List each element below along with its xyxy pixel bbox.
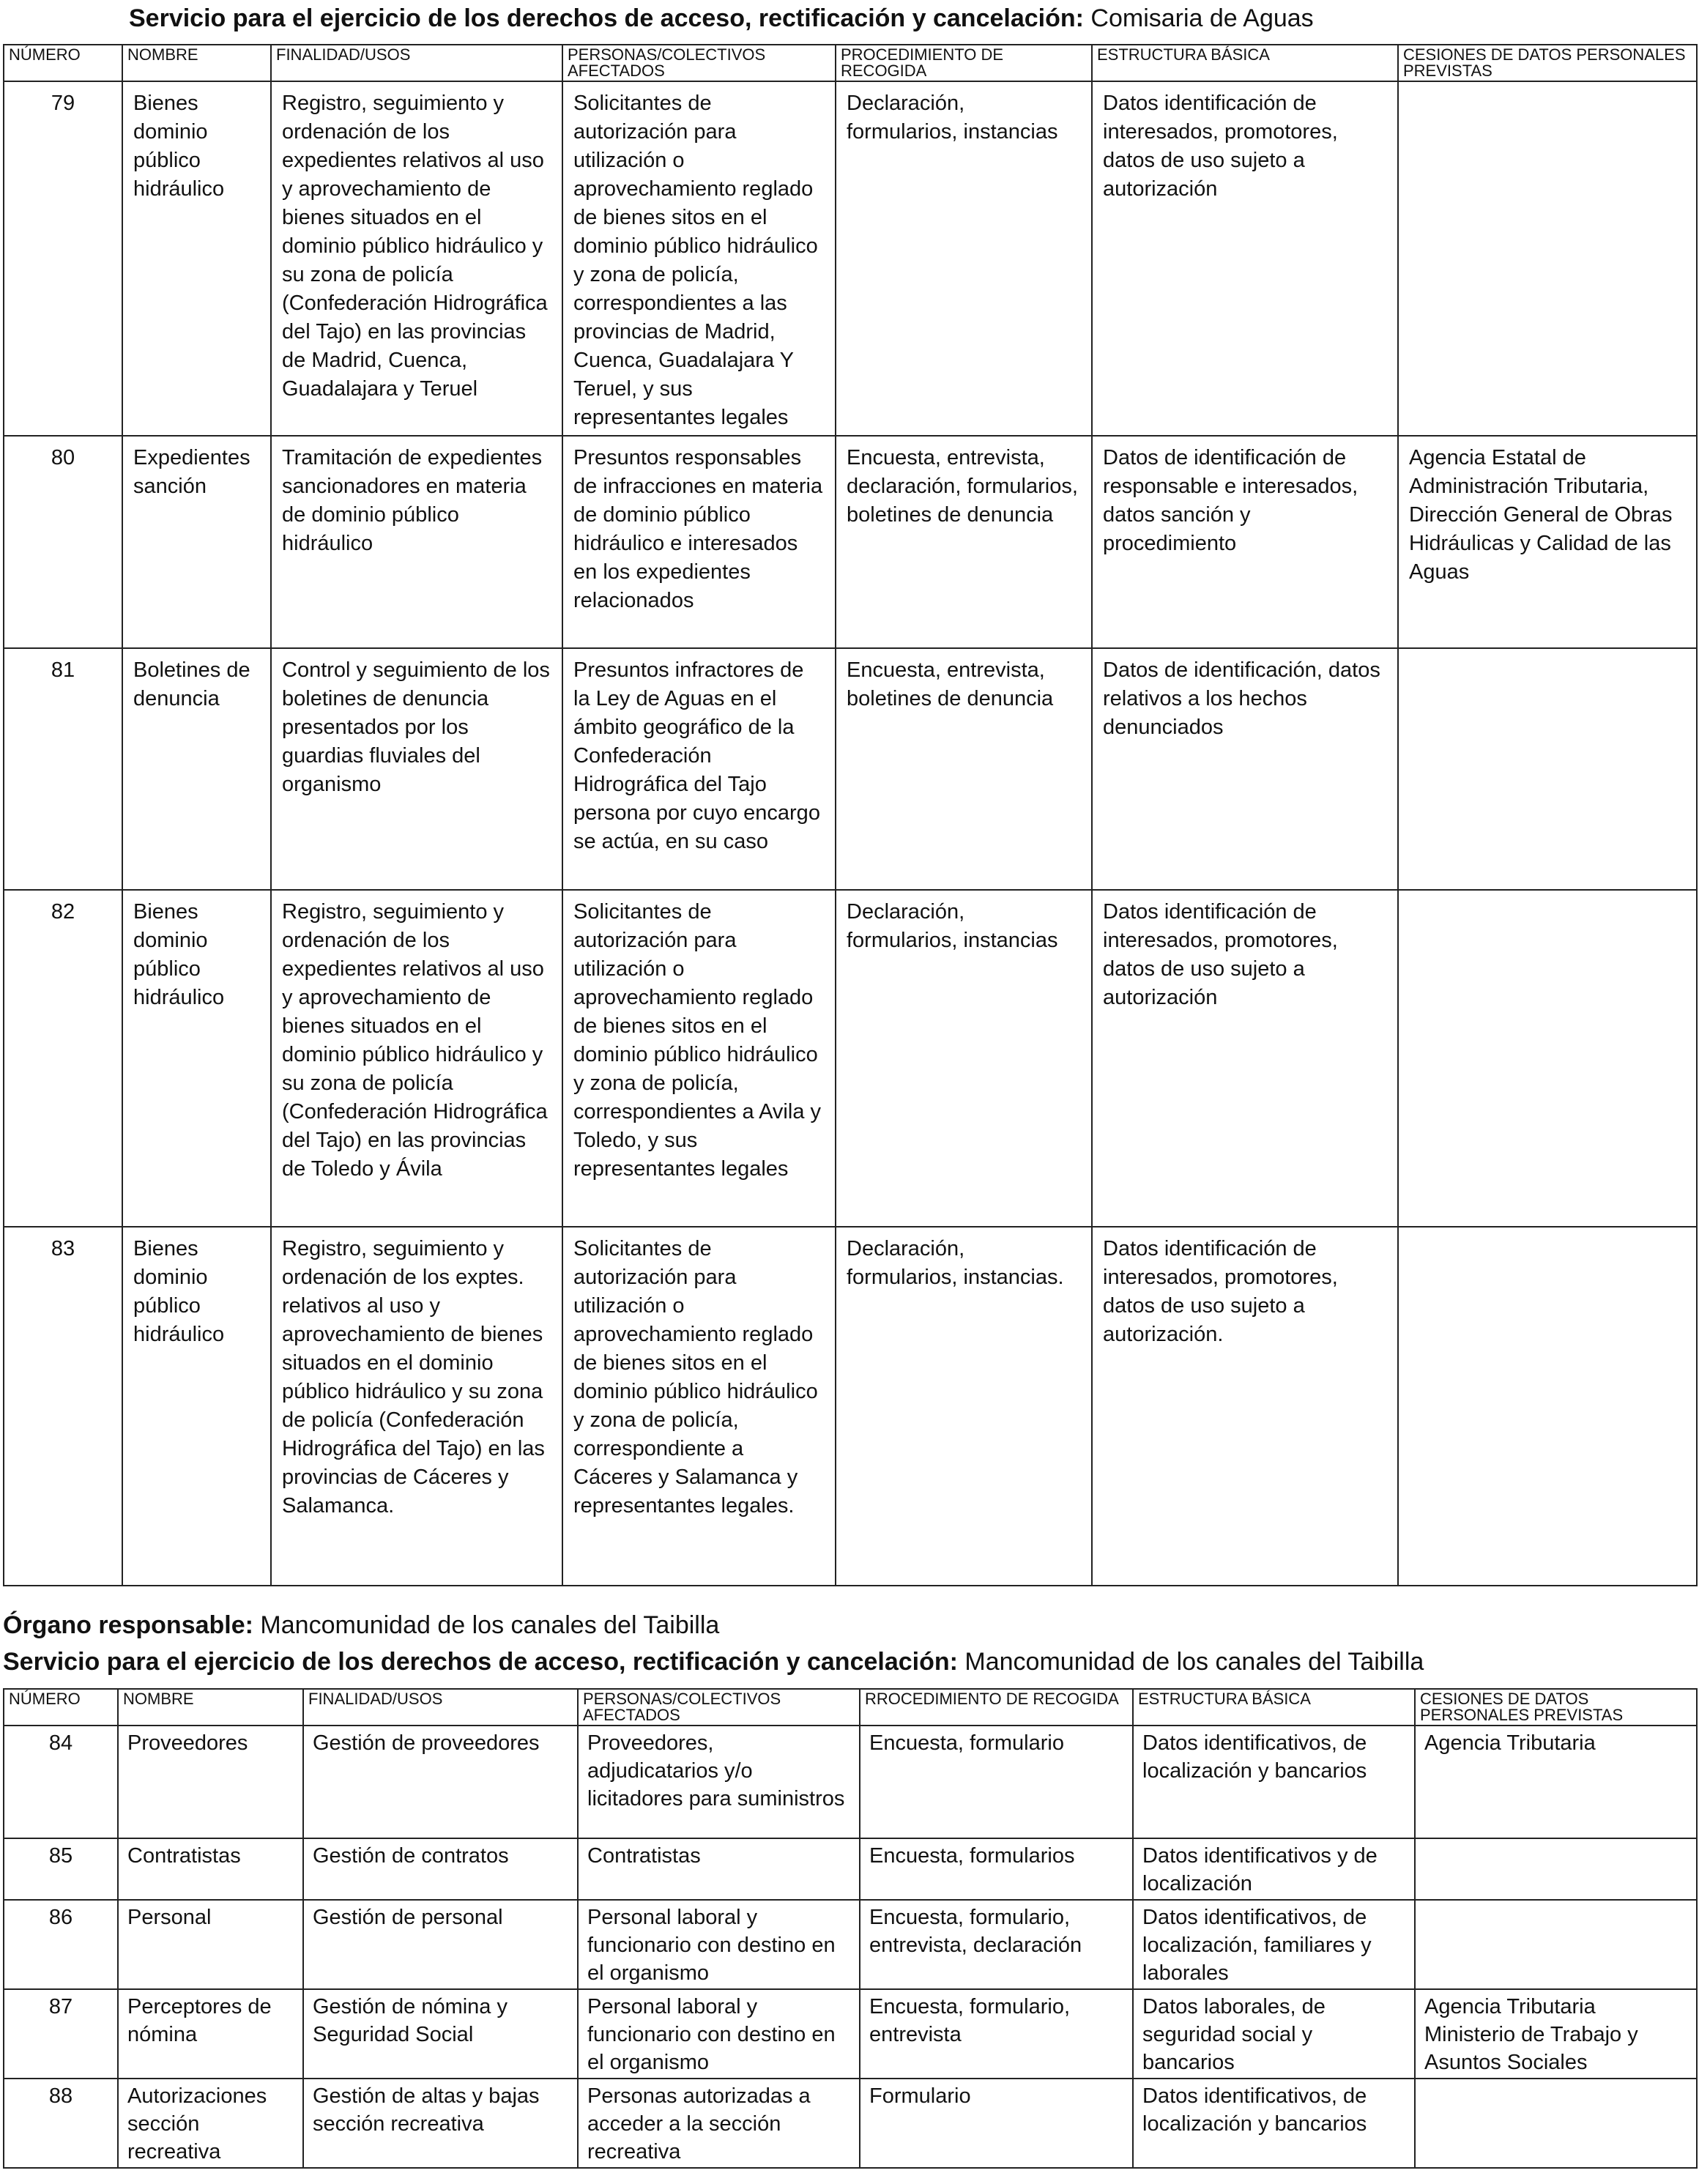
section2-service-value: Mancomunidad de los canales del Taibilla — [964, 1648, 1424, 1676]
cell-procedimiento: Encuesta, entrevista, declaración, formularios, boletines de denuncia — [836, 436, 1092, 648]
cell-procedimiento: Encuesta, formulario — [860, 1726, 1133, 1838]
cell-estructura: Datos de identificación de responsable e interesados, datos sanción y procedimiento — [1092, 436, 1398, 648]
cell-personas: Proveedores, adjudicatarios y/o licitadores para suministros — [578, 1726, 860, 1838]
col-header-personas: PERSONAS/COLECTIVOS AFECTADOS — [562, 45, 836, 81]
cell-personas: Personal laboral y funcionario con destino en el organismo — [578, 1900, 860, 1989]
cell-numero: 82 — [4, 890, 122, 1227]
cell-nombre: Personal — [118, 1900, 303, 1989]
cell-personas: Contratistas — [578, 1838, 860, 1900]
cell-numero: 86 — [4, 1900, 118, 1989]
col-header-finalidad: FINALIDAD/USOS — [271, 45, 562, 81]
cell-nombre: Bienes dominio público hidráulico — [122, 1227, 271, 1586]
cell-finalidad: Registro, seguimiento y ordenación de los expedientes relativos al uso y aprovechamiento de bienes situados en el dominio público hidráulico y su zona de policía (Confederación Hidrográfica del Tajo) en las provincias de Toledo y Ávila — [271, 890, 562, 1227]
section2-organ-value: Mancomunidad de los canales del Taibilla — [260, 1611, 720, 1639]
cell-numero: 81 — [4, 648, 122, 890]
cell-procedimiento: Encuesta, formulario, entrevista — [860, 1989, 1133, 2079]
table-row — [4, 1989, 1697, 2079]
cell-procedimiento: Encuesta, formularios — [860, 1838, 1133, 1900]
table-row — [4, 1227, 1697, 1586]
cell-nombre: Bienes dominio público hidráulico — [122, 890, 271, 1227]
cell-cesiones: Agencia Tributaria — [1415, 1726, 1697, 1838]
col-header-numero: NÚMERO — [4, 45, 122, 81]
table-header-row — [4, 1689, 1697, 1726]
cell-cesiones — [1415, 1900, 1697, 1989]
col-header-numero: NÚMERO — [4, 1689, 118, 1726]
col-header-cesiones: CESIONES DE DATOS PERSONALES PREVISTAS — [1398, 45, 1697, 81]
cell-numero: 88 — [4, 2079, 118, 2168]
cell-nombre: Bienes dominio público hidráulico — [122, 81, 271, 436]
cell-procedimiento: Formulario — [860, 2079, 1133, 2168]
cell-procedimiento: Declaración, formularios, instancias — [836, 81, 1092, 436]
table-row — [4, 1838, 1697, 1900]
col-header-personas: PERSONAS/COLECTIVOS AFECTADOS — [578, 1689, 860, 1726]
cell-finalidad: Control y seguimiento de los boletines de denuncia presentados por los guardias fluviales del organismo — [271, 648, 562, 890]
section2-organ-label: Órgano responsable: — [3, 1611, 253, 1639]
cell-estructura: Datos identificación de interesados, promotores, datos de uso sujeto a autorización. — [1092, 1227, 1398, 1586]
cell-nombre: Autorizaciones sección recreativa — [118, 2079, 303, 2168]
taibilla-files-table — [3, 1688, 1698, 2169]
col-header-cesiones: CESIONES DE DATOS PERSONALES PREVISTAS — [1415, 1689, 1697, 1726]
cell-personas: Presuntos responsables de infracciones en materia de dominio público hidráulico e interesados en los expedientes relacionados — [562, 436, 836, 648]
cell-estructura: Datos laborales, de seguridad social y bancarios — [1133, 1989, 1415, 2079]
cell-finalidad: Gestión de contratos — [303, 1838, 578, 1900]
cell-cesiones — [1398, 81, 1697, 436]
cell-estructura: Datos identificativos y de localización — [1133, 1838, 1415, 1900]
section2-organ-heading — [3, 1611, 1699, 1640]
cell-nombre: Expedientes sanción — [122, 436, 271, 648]
cell-nombre: Perceptores de nómina — [118, 1989, 303, 2079]
cell-numero: 83 — [4, 1227, 122, 1586]
section1-service-heading — [129, 4, 1699, 33]
col-header-procedimiento: RROCEDIMIENTO DE RECOGIDA — [860, 1689, 1133, 1726]
section2-service-heading — [3, 1648, 1699, 1676]
cell-numero: 79 — [4, 81, 122, 436]
table-row — [4, 436, 1697, 648]
cell-procedimiento: Encuesta, entrevista, boletines de denuncia — [836, 648, 1092, 890]
col-header-finalidad: FINALIDAD/USOS — [303, 1689, 578, 1726]
cell-procedimiento: Declaración, formularios, instancias — [836, 890, 1092, 1227]
col-header-procedimiento: PROCEDIMIENTO DE RECOGIDA — [836, 45, 1092, 81]
cell-estructura: Datos identificación de interesados, promotores, datos de uso sujeto a autorización — [1092, 81, 1398, 436]
cell-estructura: Datos identificativos, de localización y bancarios — [1133, 1726, 1415, 1838]
cell-cesiones — [1398, 1227, 1697, 1586]
table-header-row — [4, 45, 1697, 81]
cell-finalidad: Registro, seguimiento y ordenación de los expedientes relativos al uso y aprovechamiento de bienes situados en el dominio público hidráulico y su zona de policía (Confederación Hidrográfica del Tajo) en las provincias de Madrid, Cuenca, Guadalajara y Teruel — [271, 81, 562, 436]
cell-cesiones: Agencia Tributaria Ministerio de Trabajo y Asuntos Sociales — [1415, 1989, 1697, 2079]
cell-finalidad: Registro, seguimiento y ordenación de los exptes. relativos al uso y aprovechamiento de bienes situados en el dominio público hidráulico y su zona de policía (Confederación Hidrográfica del Tajo) en las provincias de Cáceres y Salamanca. — [271, 1227, 562, 1586]
comisaria-files-table — [3, 44, 1698, 1586]
cell-numero: 85 — [4, 1838, 118, 1900]
cell-estructura: Datos identificativos, de localización, familiares y laborales — [1133, 1900, 1415, 1989]
col-header-nombre: NOMBRE — [122, 45, 271, 81]
cell-personas: Solicitantes de autorización para utilización o aprovechamiento reglado de bienes sitos en el dominio público hidráulico y zona de policía, correspondiente a Cáceres y Salamanca y representantes legales. — [562, 1227, 836, 1586]
cell-numero: 87 — [4, 1989, 118, 2079]
cell-nombre: Proveedores — [118, 1726, 303, 1838]
cell-estructura: Datos de identificación, datos relativos a los hechos denunciados — [1092, 648, 1398, 890]
cell-estructura: Datos identificación de interesados, promotores, datos de uso sujeto a autorización — [1092, 890, 1398, 1227]
cell-cesiones — [1398, 648, 1697, 890]
cell-nombre: Boletines de denuncia — [122, 648, 271, 890]
section2-service-label: Servicio para el ejercicio de los derechos de acceso, rectificación y cancelación: — [3, 1648, 958, 1676]
cell-cesiones — [1415, 2079, 1697, 2168]
cell-nombre: Contratistas — [118, 1838, 303, 1900]
cell-finalidad: Gestión de altas y bajas sección recreativa — [303, 2079, 578, 2168]
cell-personas: Solicitantes de autorización para utilización o aprovechamiento reglado de bienes sitos en el dominio público hidráulico y zona de policía, correspondientes a las provincias de Madrid, Cuenca, Guadalajara Y Teruel, y sus representantes legales — [562, 81, 836, 436]
cell-personas: Solicitantes de autorización para utilización o aprovechamiento reglado de bienes sitos en el dominio público hidráulico y zona de policía, correspondientes a Avila y Toledo, y sus representantes legales — [562, 890, 836, 1227]
table-row — [4, 81, 1697, 436]
cell-personas: Presuntos infractores de la Ley de Aguas en el ámbito geográfico de la Confederación Hidrográfica del Tajo persona por cuyo encargo se actúa, en su caso — [562, 648, 836, 890]
cell-procedimiento: Encuesta, formulario, entrevista, declaración — [860, 1900, 1133, 1989]
cell-finalidad: Tramitación de expedientes sancionadores en materia de dominio público hidráulico — [271, 436, 562, 648]
table-row — [4, 2079, 1697, 2168]
section1-service-value: Comisaria de Aguas — [1090, 4, 1314, 32]
cell-finalidad: Gestión de personal — [303, 1900, 578, 1989]
section1-service-label: Servicio para el ejercicio de los derechos de acceso, rectificación y cancelación: — [129, 4, 1084, 32]
cell-procedimiento: Declaración, formularios, instancias. — [836, 1227, 1092, 1586]
cell-cesiones — [1415, 1838, 1697, 1900]
cell-cesiones: Agencia Estatal de Administración Tributaria, Dirección General de Obras Hidráulicas y Calidad de las Aguas — [1398, 436, 1697, 648]
cell-personas: Personal laboral y funcionario con destino en el organismo — [578, 1989, 860, 2079]
cell-personas: Personas autorizadas a acceder a la sección recreativa — [578, 2079, 860, 2168]
cell-cesiones — [1398, 890, 1697, 1227]
col-header-nombre: NOMBRE — [118, 1689, 303, 1726]
cell-numero: 84 — [4, 1726, 118, 1838]
col-header-estructura: ESTRUCTURA BÁSICA — [1133, 1689, 1415, 1726]
col-header-estructura: ESTRUCTURA BÁSICA — [1092, 45, 1398, 81]
cell-finalidad: Gestión de nómina y Seguridad Social — [303, 1989, 578, 2079]
table-row — [4, 648, 1697, 890]
table-row — [4, 1900, 1697, 1989]
table-row — [4, 890, 1697, 1227]
cell-estructura: Datos identificativos, de localización y bancarios — [1133, 2079, 1415, 2168]
cell-finalidad: Gestión de proveedores — [303, 1726, 578, 1838]
table-row — [4, 1726, 1697, 1838]
cell-numero: 80 — [4, 436, 122, 648]
